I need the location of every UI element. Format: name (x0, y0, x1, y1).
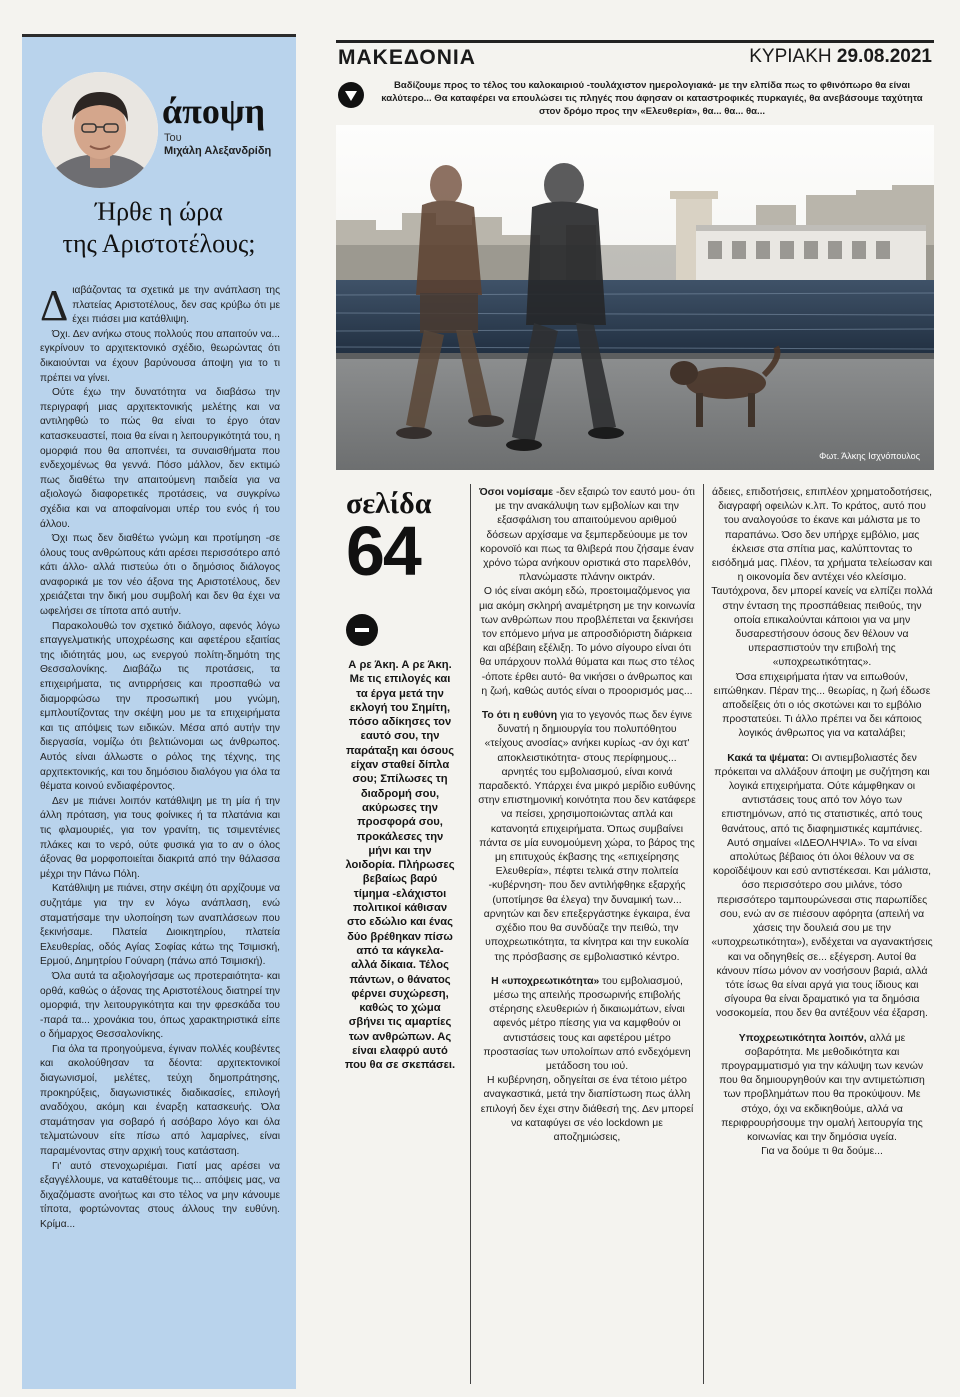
opinion-label: άποψη (162, 91, 266, 131)
article-column-3 (711, 486, 933, 1159)
col3-lead: Υποχρεωτικότητα λοιπόν, (738, 1032, 867, 1044)
col2-text: -δεν εξαιρώ τον εαυτό μου- ότι με την ανακάλυψη των εμβολίων και την εξασφάλιση του απαιτούμενου αριθμού δόσεων αρχίσαμε να ξεμπερδεύουμε με τον κορονοϊό και πως τα θλιβερά που ζήσαμε έναν χρόνο τώρα ανήκουν οριστικά στο παρελθόν, πλανώμαστε πλάνην οικτράν. (480, 487, 695, 584)
col2-paragraph (478, 585, 696, 699)
col2-lead: Το ότι η ευθύνη (481, 710, 558, 722)
issue-date-value: 29.08.2021 (836, 46, 932, 67)
dropcap: Δ (40, 281, 69, 330)
article-column-2 (478, 486, 696, 1145)
col2-paragraph (478, 1074, 696, 1145)
section-number: 64 (346, 512, 420, 590)
col2-text: Ο ιός είναι ακόμη εδώ, προετοιμαζόμενος για μια ακόμη σκληρή αναμέτρηση με την κοινωνία των ανθρώπων που προβλέπεται να ξεκινήσει τον επόμενο μήνα με απροσδιόριστη διάρκεια και αβέβαιη εξέλιξη. Το μόνο σίγουρο είναι ότι θα υπάρχουν πολλά θύματα και πως στο τέλος -όποτε έρθει αυτό- θα νικήσει ο άνθρωπος και η ζωή, καθώς αυτός είναι ο προορισμός μας... (478, 586, 695, 697)
col3-text: αλλά με σοβαρότητα. Με μεθοδικότητα και προγραμματισμό για την κάλυψη των κενών που θα δημιουργηθούν και την αντιμετώπιση των προβλημάτων που θα προκύψουν. Με στόχο, όχι να εκδικηθούμε, αλλά να περιφρουρήσουμε την ομαλή λειτουργία της κοινωνίας και την δημόσια υγεία. (719, 1032, 925, 1143)
col2-text: για το γεγονός πως δεν έγινε δυνατή η δημιουργία του πολυπόθητου «τείχους ανοσίας» ανήκει κυρίως -αν όχι κατ' αποκλειστικότητα- στους περίφημους... αρνητές του εμβολιασμού, είναι κοινά παραδεκτό. Υπάρχει ένα μικρό μερίδιο ευθύνης στην επιστημονική κοινότητα που δεν κατάφερε να πείσει, χρησιμοποιώντας απλά και κατανοητά επιχειρήματα. Όπως συμβαίνει πάντα σε μία ευνομούμενη χώρα, το βάρος της μη επιτυχούς έκβασης της «επιχείρησης Ελευθερία», πέφτει τελικά στην πολιτεία -κυβέρνηση- που δεν αντιλήφθηκε εξαρχής (υποτίμησε θα έλεγα) την δυναμική των... αρνητών και δεν επεξεργάστηκε έγκαιρα, ένα σχέδιο που θα συνδύαζε την πειθώ, την υποχρεωτικότητα, τα κίνητρα και την ευκολία της πρόσβασης σε εμβολιαστικό κέντρο. (478, 710, 696, 963)
opinion-column (22, 34, 296, 1389)
opinion-headline (22, 196, 296, 260)
opinion-paragraph: Όχι. Δεν ανήκω στους πολλούς που απαιτούν να... εγκρίνουν το αρχιτεκτονικό σχέδιο, θεωρώντας ότι δικαιούνται να έχουν βαρύνουσα άποψη για το τι πρέπει να γίνει. (40, 328, 280, 384)
author-portrait-icon (42, 72, 158, 188)
col3-text: άδειες, επιδοτήσεις, επιπλέον χρηματοδοτήσεις, διαγραφή οφειλών κ.λπ. Το κράτος, αυτό που του αναλογούσε το έκανε και μάλιστα με το παραπάνω. Όσο δεν υπήρχε εμβόλιο, μας έκλεισε στα σπίτια μας, καλύπτοντας το εισόδημά μας. Πλέον, τα χρήματα τελείωσαν και η οικονομία δεν αντέχει νέο κλείσιμο. Ταυτόχρονα, δεν μπορεί κανείς να ελπίζει πολλά στην ένταση της προσπάθειας πειθούς, την οποία επικαλούνται κάποιοι για να μην δυσαρεστήσουν όσους δεν θέλουν να υπερασπιστούν την επιβολή της «υποχρεωτικότητας». (711, 487, 933, 669)
col2-paragraph (478, 486, 696, 585)
column-divider (703, 484, 704, 1384)
opinion-paragraph: Γι' αυτό στενοχωριέμαι. Γιατί μας αρέσει να εξαγγέλλουμε, να καταθέτουμε τις... απόψεις μας, να διχαζόμαστε ανοήτως και στο τέλος να μην κάνουμε τίποτα, φορτώνοντας στους άλλους την ευθύνη. Κρίμα... (40, 1160, 280, 1230)
masthead (336, 40, 934, 71)
side-commentary: Α ρε Άκη. Α ρε Άκη. Με τις επιλογές και τα έργα μετά την εκλογή του Σημίτη, πόσο αδίκησες τον εαυτό σου, την παράταξη και όσους είχαν σταθεί δίπλα σου; Σπίλωσες τη διαδρομή σου, ακύρωσες την προσφορά σου, προκάλεσες την μήνι και την λοιδορία. Πλήρωσες βεβαίως βαρύ τίμημα -ελάχιστοι πολιτικοί κάθισαν στο εδώλιο και ένας δύο βρέθηκαν πίσω από τα κάγκελα- αλλά δίκαια. Τέλος πάντων, ο θάνατος φέρνει συχώρεση, καθώς το χώμα σβήνει τις αμαρτίες των ανθρώπων. Ας είναι ελαφρύ αυτό που θα σε σκεπάσει. (344, 659, 456, 1072)
col2-text: Η κυβέρνηση, οδηγείται σε ένα τέτοιο μέτρο αναγκαστικά, μετά την διαπίστωση πως άλλη επιλογή δεν έχει στην διάθεσή της. Δεν μπορεί να καταφύγει σε νέο lockdown με αποζημιώσεις, (480, 1075, 694, 1143)
opinion-paragraph: Για όλα τα προηγούμενα, έγιναν πολλές κουβέντες και ακολούθησαν τα δέοντα: αρχιτεκτονικοί διαγωνισμοί, μελέτες, τεύχη δημοπράτησης, προκηρύξεις, διαγωνιστικές διαδικασίες, επιλογή αναδόχου, ακόμη και έναρξη κατασκευής. Όλα σταμάτησαν για σοβαρό ή ασόβαρο λόγο και όλα τελματώνουν είτε πίσω από λαμαρίνες, είναι παραμένοντας στην αρχική τους κατάσταση. (40, 1043, 280, 1158)
section-word: σελίδα (346, 487, 432, 520)
col2-lead: Όσοι νομίσαμε (479, 487, 554, 498)
col3-text: Για να δούμε τι θα δούμε... (761, 1146, 883, 1158)
col2-lead: Η «υποχρεωτικότητα» (491, 975, 600, 987)
author-prefix: Του (164, 132, 182, 144)
opinion-body (40, 281, 280, 1233)
opinion-paragraph: Παρακολουθώ τον σχετικό διάλογο, αφενός λόγω επαγγελματικής υποχρέωσης και αφετέρου εξαιτίας της ιδιότητάς μου, ως ενεργού πολίτη-δημότη της Θεσσαλονίκης. Διαβάζω τις προτάσεις, τα επιχειρήματα, τις αντιρρήσεις και προσπαθώ να διαμορφώσω την προσωπική μου γνώμη, εμπλουτίζοντας την σκέψη μου με τα επιχειρήματα και τις απόψεις των ειδικών. Μέσα από αυτήν την διεργασία, νομίζω ότι βελτιώνομαι ως άνθρωπος. Αυτός είναι άλλωστε ο ρόλος της τέχνης, της αρχιτεκτονικής, και του δημόσιου διαλόγου για όλα τα θέματα κοινού ενδιαφέροντος. (40, 620, 280, 793)
paragraph-gap (478, 699, 696, 709)
first-paragraph-text: ιαβάζοντας τα σχετικά με την ανάπλαση της πλατείας Αριστοτέλους, δεν σας κρύβω ότι με έχει πιάσει μια κατάθλιψη. (72, 285, 280, 326)
issue-day: ΚΥΡΙΑΚΗ (749, 46, 832, 67)
col3-paragraph (711, 1032, 933, 1146)
col2-paragraph (478, 975, 696, 1074)
author-name: Μιχάλη Αλεξανδρίδη (164, 145, 272, 157)
headline-line-1: Ήρθε η ώρα (95, 197, 223, 226)
headline-line-2: της Αριστοτέλους; (62, 229, 256, 258)
col3-text: Όσα επιχειρήματα ήταν να ειπωθούν, ειπώθηκαν. Πέραν της... θεωρίας, η ζωή έδωσε αποδείξεις ότι ο ιός σκοτώνει και το εμβόλιο προστατεύει. Τι άλλο πρέπει να δει κάποιος λογικός άνθρωπος για να καταλάβει; (713, 671, 931, 740)
col2-text: του εμβολιασμού, μέσω της απειλής προσωρινής επιβολής στέρησης ελευθεριών ή δικαιωμάτων, είναι αφενός μέτρο πίεσης για να καμφθούν οι αντιστάσεις τους και αφετέρου μέτρο προστασίας των υπολοίπων από ενδεχόμενη μετάδοση του ιού. (483, 975, 691, 1072)
paragraph-gap (711, 1022, 933, 1032)
opinion-paragraph: Δεν με πιάνει λοιπόν κατάθλιψη με τη μία ή την άλλη πρόταση, για τους φοίνικες ή τα πλατάνια και τις φλαμουριές, για τον γρανίτη, τις τσιμεντένιες πλάκες και το νερό, ούτε φυσικά για το αν ο όλος άξονας θα μορφοποιείται διακριτά από την θάλασσα μέχρι την Πάνω Πόλη. (40, 795, 280, 880)
teaser-text: Βαδίζουμε προς το τέλος του καλοκαιριού -τουλάχιστον ημερολογιακά- με την ελπίδα πως το φθινόπωρο θα είναι καλύτερο... Θα καταφέρει να επουλώσει τις πληγές που άφησαν οι καταστροφικές πυρκαγιές, θα ανεβάσουμε ταχύτητα στον δρόμο προς την «Ελευθερία», θα... θα... θα... (381, 80, 923, 117)
col3-paragraph (711, 671, 933, 742)
col3-paragraph (711, 1145, 933, 1159)
minus-circle-icon (346, 614, 378, 646)
paragraph-gap (478, 965, 696, 975)
page-section-box (338, 487, 454, 599)
issue-date (749, 46, 932, 68)
opinion-paragraph: Όλα αυτά τα αξιολογήσαμε ως προτεραιότητα- και ορθά, καθώς ο άξονας της Αριστοτέλους διατηρεί την ομορφιά, την λειτουργικότητα και την φρεσκάδα του -παρά τα... χρονάκια του, όπως χαρακτηριστικά είπε ο δήμαρχος Θεσσαλονίκης. (40, 970, 280, 1041)
opinion-paragraph: Κατάθλιψη με πιάνει, στην σκέψη ότι αρχίζουμε να συζητάμε για την εν λόγω ανάπλαση, ενώ σταματήσαμε την υλοποίηση των αναπλάσεων που ξεκινήσαμε. Πλατεία Διοικητηρίου, πλατεία Ελευθερίας, οδός Αγίας Σοφίας κάτω της Τσιμισκή, Ερμού, Δημητρίου Γούναρη (πάνω από Τσιμισκή). (40, 883, 280, 968)
author-avatar (42, 72, 158, 188)
col3-text: Οι αντιεμβολιαστές δεν πρόκειται να αλλάξουν άποψη με συζήτηση και λογικά επιχειρήματα. Ούτε κάμφθηκαν οι αντιστάσεις τους από τον λόγο των επιστημόνων, από τις στατιστικές, από τους θανάτους, από τις διαφημιστικές καμπάνιες. Αυτό σημαίνει «ΙΔΕΟΛΗΨΙΑ». Το να είναι απολύτως βέβαιος ότι όλοι θέλουν να σε κοροϊδέψουν και εσύ αντιστέκεσαι. Και μάλιστα, όσο περισσότερο σου μιλάνε, τόσο περισσότερο ταμπουρώνεσαι στις παρωπίδες σου, ενώ αν σε πιέσουν αφόρητα (απειλή να χάσεις την δουλειά σου με την «υποχρεωτικότητα»), ενδέχεται να αγανακτήσεις και να οδηγηθείς σε... εξέγερση. Αυτοί θα κάνουν πίσω μόνον αν νοσήσουν βαριά, αλλά τότε ίσως θα είναι αργά για τους ίδιους και σίγουρα θα είναι δραματικό για τα δημόσια νοσοκομεία, που δεν θα αντέξουν νέα έξαρση. (711, 752, 933, 1020)
opinion-top-rule (22, 34, 296, 37)
photo-caption: Φωτ. Άλκης Ισχνόπουλος (819, 451, 920, 461)
paragraph-gap (711, 742, 933, 752)
down-triangle-icon (338, 82, 364, 108)
col3-lead: Κακά τα ψέματα: (727, 752, 809, 764)
opinion-first-paragraph (40, 281, 280, 330)
waterfront-photo (336, 125, 934, 470)
opinion-paragraph: Ούτε έχω την δυνατότητα να διαβάσω την περιγραφή μιας αρχιτεκτονικής μελέτης και να αντιληφθώ το πώς θα είναι το έργο όταν κατασκευαστεί, ποια θα είναι η λειτουργικότητά του, η ομορφιά που θα αποπνέει, τα συναισθήματα που ενδεχομένως θα γεννά. Πόσο μάλλον, δεν εκτιμώ πως διαθέτω την απαιτούμενη παιδεία για να αξιολογώ διαφορετικές προτάσεις, να συγκρίνω σχέδια και να αποφαίνομαι υπέρ του ενός ή του άλλου. (40, 387, 280, 530)
opinion-paragraph: Όχι πως δεν διαθέτω γνώμη και προτίμηση -σε όλους τους ανθρώπους κάτι αρέσει περισσότερο από κάτι άλλο- αλλά πιστεύω ότι ο δημόσιος διάλογος αναφορικά με τον νέο άξονα της Αριστοτέλους, δεν χρειάζεται την δική μου συμβολή και δεν θα έχει να ωφελήσει σε τίποτα από αυτήν. (40, 533, 280, 618)
col2-paragraph (478, 709, 696, 965)
col3-paragraph (711, 486, 933, 671)
col3-paragraph (711, 752, 933, 1022)
column-divider (470, 484, 471, 1384)
newspaper-name: ΜΑΚΕΔΟΝΙΑ (338, 46, 476, 69)
waterfront-photo-illustration (336, 125, 934, 470)
